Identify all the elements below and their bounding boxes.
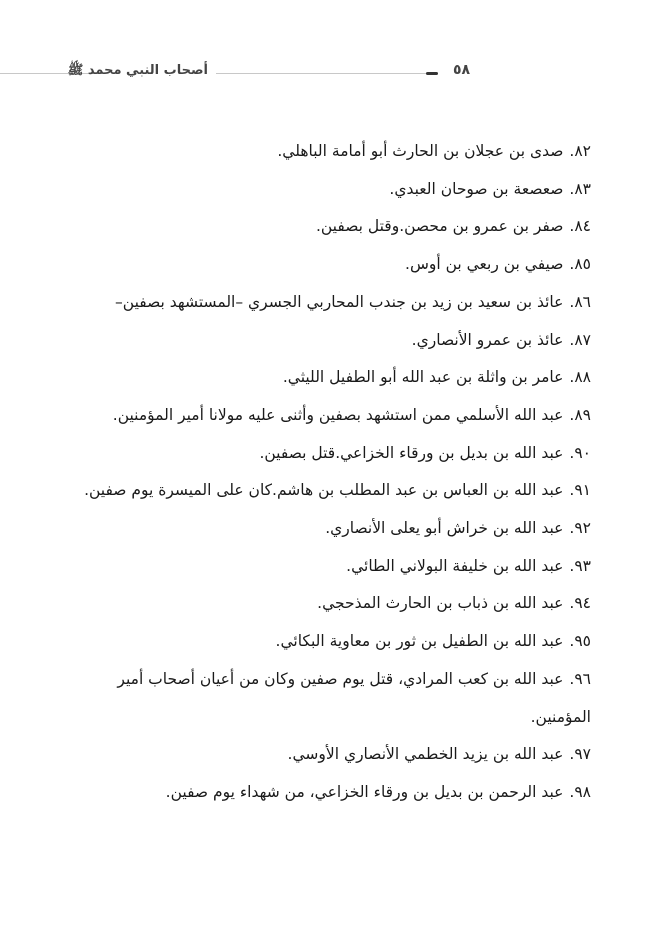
list-item [76,397,591,435]
list-item [76,246,591,284]
header-dash-ornament [426,72,438,75]
list-item [76,359,591,397]
item-number: ٨٣. [569,179,591,198]
item-number: ٨٧. [569,330,591,349]
item-number: ٩٥. [569,632,591,651]
item-text: صيفي بن ربعي بن أوس. [405,255,564,274]
list-item [76,661,591,736]
item-number: ٨٦. [569,292,591,311]
item-number: ٩٠. [569,443,591,462]
item-text: عامر بن واثلة بن عبد الله أبو الطفيل الليثي. [282,368,564,387]
list-item [76,284,591,322]
list-item [76,623,591,661]
list-item [76,133,591,171]
list-item [76,736,591,774]
item-text: عبد الله الأسلمي ممن استشهد بصفين وأثنى عليه مولانا أمير المؤمنين. [112,405,564,424]
item-text: صعصعة بن صوحان العبدي. [389,179,564,198]
item-number: ٨٥. [569,255,591,274]
item-number: ٩٧. [569,745,591,764]
item-number: ٩٨. [569,782,591,801]
item-text: صفر بن عمرو بن محصن.وقتل بصفين. [315,217,564,236]
item-text: عبد الله بن الطفيل بن ثور بن معاوية البكائي. [275,632,564,651]
item-text: عبد الله بن ذباب بن الحارث المذحجي. [317,594,564,613]
item-number: ٩٣. [569,556,591,575]
item-text: عبد الله بن خليفة البولاني الطائي. [346,556,564,575]
page-number: ٥٨ [453,62,471,78]
item-number: ٩٦. [569,669,591,688]
item-number: ٨٨. [569,368,591,387]
item-number: ٩١. [569,481,591,500]
list-item [76,774,591,812]
item-text: عبد الله بن يزيد الخطمي الأنصاري الأوسي. [287,745,564,764]
item-number: ٨٩. [569,405,591,424]
list-item [76,548,591,586]
list-item [76,171,591,209]
item-number: ٨٢. [569,142,591,160]
item-number: ٩٤. [569,594,591,613]
item-number: ٩٢. [569,519,591,538]
item-number: ٨٤. [569,217,591,236]
companions-list [76,133,591,812]
running-title: أصحاب النبي محمد ﷺ [67,63,208,78]
list-item [76,435,591,473]
list-item [76,208,591,246]
list-item [76,472,591,510]
item-text: عائذ بن سعيد بن زيد بن جندب المحاربي الجسري –المستشهد بصفين– [115,292,564,311]
item-text: عبد الرحمن بن بديل بن ورقاء الخزاعي، من شهداء يوم صفين. [165,782,564,801]
list-item [76,510,591,548]
item-text: عبد الله بن بديل بن ورقاء الخزاعي.قتل بصفين. [259,443,564,462]
header-rule-middle [216,73,426,74]
item-text: عبد الله بن كعب المرادي، قتل يوم صفين وكان من أعيان أصحاب أمير المؤمنين. [117,669,591,726]
item-text: عبد الله بن خراش أبو يعلى الأنصاري. [325,519,564,538]
item-text: صدى بن عجلان بن الحارث أبو أمامة الباهلي. [277,142,564,160]
item-text: عبد الله بن العباس بن عبد المطلب بن هاشم.كان على الميسرة يوم صفين. [84,481,564,500]
page-header [0,62,669,86]
item-text: عائذ بن عمرو الأنصاري. [411,330,564,349]
list-item [76,322,591,360]
list-item [76,585,591,623]
